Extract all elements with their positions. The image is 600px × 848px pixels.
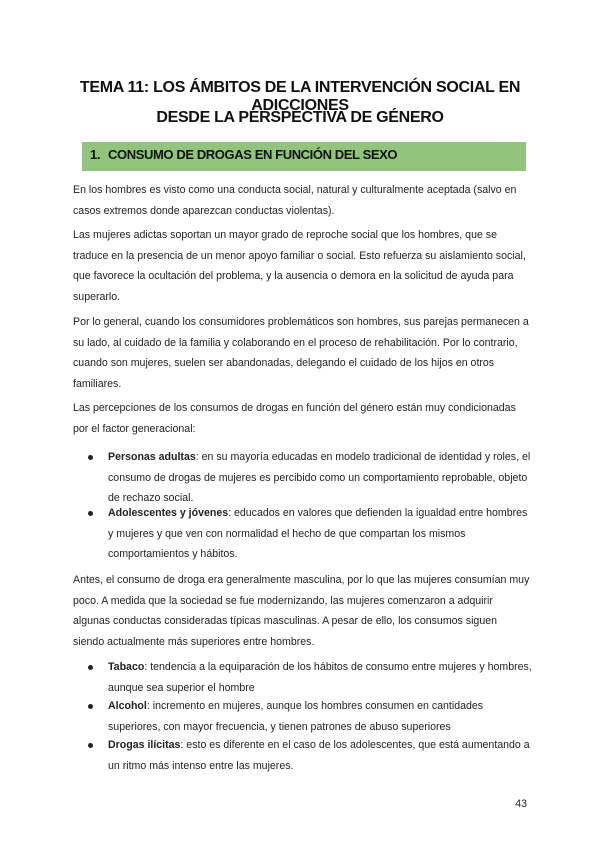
paragraph-1: En los hombres es visto como una conducta social, natural y culturalmente aceptada (salvo en casos extremos donde aparezcan conductas violentas). xyxy=(73,184,517,217)
list-item-term: Drogas ilícitas xyxy=(108,739,181,751)
list-item-text: : incremento en mujeres, aunque los hombres consumen en cantidades superiores, con mayor frecuencia, y tienen patrones de abuso superiores xyxy=(108,700,484,733)
document-title-line-2: DESDE LA PERSPECTIVA DE GÉNERO xyxy=(156,109,444,126)
bullet-icon xyxy=(88,743,93,748)
list-item-personas-adultas xyxy=(108,447,532,509)
paragraph-3: Por lo general, cuando los consumidores problemáticos son hombres, sus parejas permanecen a su lado, al cuidado de la familia y colaborando en el proceso de rehabilitación. Por lo contrario, cuando son mujeres, suelen ser abandonadas, delegando el cuidado de los hijos en otros familiares. xyxy=(73,316,529,390)
list-item-term: Adolescentes y jóvenes xyxy=(108,507,229,519)
list-item-term: Alcohol xyxy=(108,700,147,712)
list-item-adolescentes xyxy=(108,503,532,565)
list-item-term: Tabaco xyxy=(108,661,145,673)
list-item-tabaco xyxy=(108,657,532,698)
page-number: 43 xyxy=(515,798,527,810)
paragraph-4: Las percepciones de los consumos de drogas en función del género están muy condicionadas por el factor generacional: xyxy=(73,402,516,435)
paragraph-2: Las mujeres adictas soportan un mayor grado de reproche social que los hombres, que se traduce en la presencia de un menor apoyo familiar o social. Esto refuerza su aislamiento social, que favorece la ocultación del problema, y la ausencia o demora en la solicitud de ayuda para superarlo. xyxy=(73,229,526,303)
document-title-line-1: TEMA 11: LOS ÁMBITOS DE LA INTERVENCIÓN SOCIAL EN ADICCIONES xyxy=(79,79,521,114)
list-item-text: : esto es diferente en el caso de los adolescentes, que está aumentando a un ritmo más intenso entre las mujeres. xyxy=(108,739,530,772)
bullet-icon xyxy=(88,665,93,670)
list-item-text: : en su mayoría educadas en modelo tradicional de identidad y roles, el consumo de drogas de mujeres es percibido como un comportamiento reprobable, objeto de rechazo social. xyxy=(108,451,531,504)
list-item-term: Personas adultas xyxy=(108,451,196,463)
list-item-alcohol xyxy=(108,696,532,737)
paragraph-5: Antes, el consumo de droga era generalmente masculina, por lo que las mujeres consumían muy poco. A medida que la sociedad se fue modernizando, las mujeres comenzaron a adquirir algunas conductas consideradas típicas masculinas. A pesar de ello, los consumos siguen siendo actualmente más superiores entre hombres. xyxy=(73,574,530,648)
section-number: 1. xyxy=(90,147,101,162)
bullet-icon xyxy=(88,704,93,709)
section-heading-text: CONSUMO DE DROGAS EN FUNCIÓN DEL SEXO xyxy=(108,147,398,162)
bullet-icon xyxy=(88,455,93,460)
list-item-text: : educados en valores que defienden la igualdad entre hombres y mujeres y que ven con normalidad el hecho de que compartan los mismos comportamientos y hábitos. xyxy=(108,507,528,560)
section-heading xyxy=(82,142,526,171)
list-item-drogas-ilicitas xyxy=(108,735,532,776)
bullet-icon xyxy=(88,511,93,516)
list-item-text: : tendencia a la equiparación de los hábitos de consumo entre mujeres y hombres, aunque sea superior el hombre xyxy=(108,661,532,694)
